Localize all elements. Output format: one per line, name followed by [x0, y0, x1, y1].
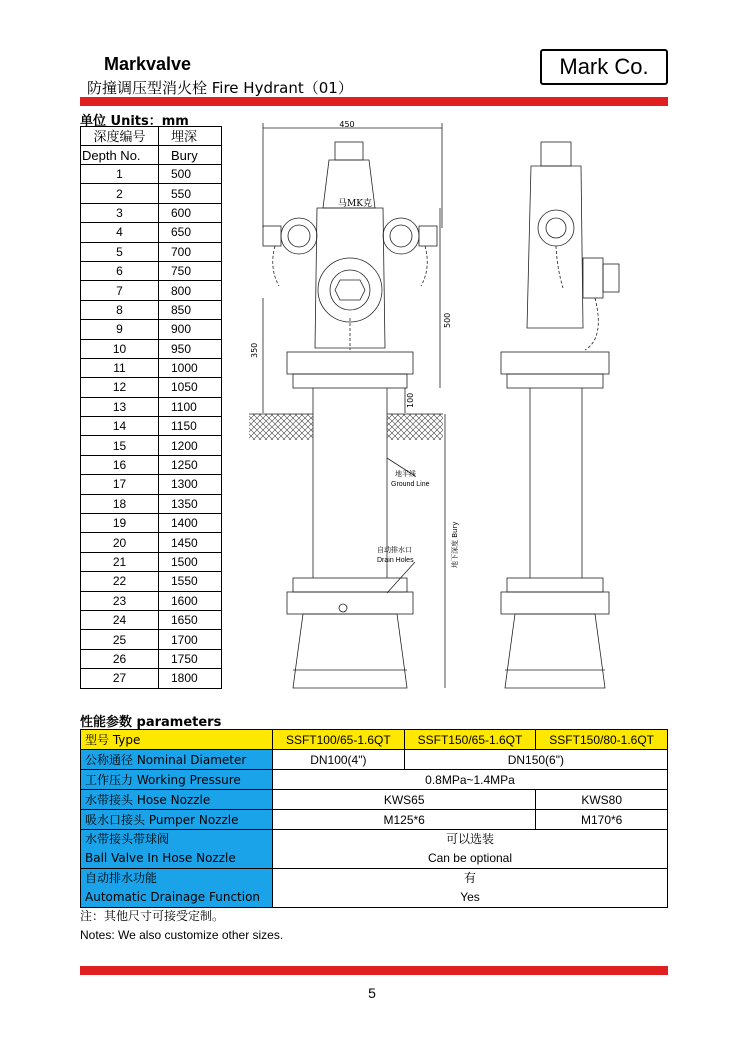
drain-holes-label-en: Drain Holes: [377, 557, 414, 564]
company-logo: Mark Co.: [540, 49, 668, 85]
depth-row: [81, 242, 222, 261]
depth-number-cell: 6: [81, 261, 159, 280]
drainage-value-en: Yes: [460, 890, 480, 904]
hydrant-drawing: [245, 118, 665, 703]
bury-cell: 1700: [159, 630, 222, 649]
depth-table: [80, 126, 222, 689]
ball-valve-value-en: Can be optional: [427, 851, 513, 865]
params-row-nominal: [81, 750, 668, 770]
params-row-hose: [81, 790, 668, 810]
model-2: SSFT150/65-1.6QT: [404, 730, 536, 750]
params-table: [80, 729, 668, 908]
depth-row: [81, 572, 222, 591]
ball-valve-label-cn: 水带接头带球阀: [85, 832, 170, 846]
depth-row: [81, 591, 222, 610]
ball-valve-value-cn: 可以选装: [445, 832, 494, 846]
bury-cell: 1000: [159, 358, 222, 377]
depth-row: [81, 261, 222, 280]
bury-cell: 1550: [159, 572, 222, 591]
pressure-value: 0.8MPa~1.4MPa: [273, 770, 668, 790]
bury-cell: 1750: [159, 649, 222, 668]
note-en: Notes: We also customize other sizes.: [80, 928, 284, 942]
bury-cell: 1800: [159, 669, 222, 688]
pumper-value-1: M125*6: [273, 810, 536, 830]
depth-row: [81, 552, 222, 571]
depth-number-cell: 13: [81, 397, 159, 416]
params-title: 性能参数 parameters: [80, 715, 222, 730]
type-label: 型号 Type: [81, 730, 273, 750]
nominal-value-1: DN100(4"): [273, 750, 405, 770]
depth-row: [81, 339, 222, 358]
params-row-pressure: [81, 770, 668, 790]
depth-number-cell: 17: [81, 475, 159, 494]
pumper-label: 吸水口接头 Pumper Nozzle: [81, 810, 273, 830]
bury-cell: 1300: [159, 475, 222, 494]
bury-cell: 1100: [159, 397, 222, 416]
depth-row: [81, 397, 222, 416]
drainage-value-cn: 有: [463, 871, 476, 885]
depth-number-cell: 24: [81, 610, 159, 629]
bury-cell: 1500: [159, 552, 222, 571]
ball-valve-value: [273, 830, 668, 869]
params-row-type: [81, 730, 668, 750]
bury-cell: 1050: [159, 378, 222, 397]
depth-number-cell: 16: [81, 455, 159, 474]
dim-350-label: 350: [250, 342, 259, 358]
drainage-label-cn: 自动排水功能: [85, 871, 158, 885]
dim-width-label: 450: [339, 120, 355, 129]
pressure-label: 工作压力 Working Pressure: [81, 770, 273, 790]
depth-row: [81, 300, 222, 319]
depth-row: [81, 630, 222, 649]
document-subtitle: 防撞调压型消火栓 Fire Hydrant（01）: [87, 79, 353, 97]
depth-number-cell: 15: [81, 436, 159, 455]
depth-row: [81, 649, 222, 668]
bury-depth-label: 地下深度 Bury: [451, 521, 459, 568]
bury-cell: 700: [159, 242, 222, 261]
bury-header-en: Bury: [159, 146, 222, 165]
depth-row: [81, 203, 222, 222]
bury-cell: 950: [159, 339, 222, 358]
params-row-ball-valve: [81, 830, 668, 869]
depth-number-cell: 4: [81, 223, 159, 242]
bury-cell: 1250: [159, 455, 222, 474]
pumper-value-2: M170*6: [536, 810, 668, 830]
bury-cell: 600: [159, 203, 222, 222]
brand-title: Markvalve: [104, 54, 192, 74]
depth-row: [81, 417, 222, 436]
ground-line-label-en: Ground Line: [391, 481, 430, 488]
depth-no-header-cn: 深度编号: [81, 127, 159, 146]
depth-number-cell: 20: [81, 533, 159, 552]
depth-number-cell: 22: [81, 572, 159, 591]
depth-number-cell: 23: [81, 591, 159, 610]
hose-value-1: KWS65: [273, 790, 536, 810]
depth-no-header-en: Depth No.: [81, 146, 159, 165]
bury-cell: 750: [159, 261, 222, 280]
depth-number-cell: 12: [81, 378, 159, 397]
hose-value-2: KWS80: [536, 790, 668, 810]
depth-row: [81, 475, 222, 494]
depth-number-cell: 8: [81, 300, 159, 319]
ball-valve-label: [81, 830, 273, 869]
drainage-value: [273, 869, 668, 908]
depth-number-cell: 26: [81, 649, 159, 668]
ball-valve-label-en: Ball Valve In Hose Nozzle: [85, 851, 236, 865]
drainage-label-en: Automatic Drainage Function: [85, 890, 261, 904]
depth-header-row-en: [81, 146, 222, 165]
depth-row: [81, 378, 222, 397]
bury-cell: 500: [159, 165, 222, 184]
dim-500-label: 500: [443, 312, 452, 328]
depth-row: [81, 669, 222, 688]
depth-number-cell: 10: [81, 339, 159, 358]
page-number: 5: [368, 985, 376, 1001]
depth-row: [81, 514, 222, 533]
bury-cell: 850: [159, 300, 222, 319]
bury-cell: 1450: [159, 533, 222, 552]
depth-row: [81, 436, 222, 455]
bury-cell: 550: [159, 184, 222, 203]
depth-number-cell: 7: [81, 281, 159, 300]
depth-row: [81, 184, 222, 203]
depth-row: [81, 281, 222, 300]
depth-number-cell: 25: [81, 630, 159, 649]
depth-row: [81, 610, 222, 629]
depth-header-row-cn: [81, 127, 222, 146]
depth-number-cell: 5: [81, 242, 159, 261]
drainage-label: [81, 869, 273, 908]
bury-cell: 1650: [159, 610, 222, 629]
depth-row: [81, 494, 222, 513]
nominal-value-2: DN150(6"): [404, 750, 667, 770]
bury-cell: 1150: [159, 417, 222, 436]
depth-number-cell: 3: [81, 203, 159, 222]
params-row-drainage: [81, 869, 668, 908]
bury-cell: 800: [159, 281, 222, 300]
depth-number-cell: 9: [81, 320, 159, 339]
depth-row: [81, 358, 222, 377]
depth-row: [81, 533, 222, 552]
bury-cell: 1200: [159, 436, 222, 455]
note-cn: 注：其他尺寸可接受定制。: [80, 909, 225, 923]
depth-number-cell: 14: [81, 417, 159, 436]
bury-cell: 900: [159, 320, 222, 339]
dim-100-label: 100: [406, 392, 415, 408]
depth-number-cell: 21: [81, 552, 159, 571]
depth-row: [81, 320, 222, 339]
drain-holes-label-cn: 自动排水口: [377, 546, 412, 554]
depth-number-cell: 1: [81, 165, 159, 184]
depth-row: [81, 455, 222, 474]
bury-cell: 1600: [159, 591, 222, 610]
depth-number-cell: 27: [81, 669, 159, 688]
bury-header-cn: 埋深: [159, 127, 222, 146]
depth-number-cell: 2: [81, 184, 159, 203]
depth-row: [81, 165, 222, 184]
top-red-bar: [80, 97, 668, 106]
bury-cell: 1350: [159, 494, 222, 513]
depth-number-cell: 18: [81, 494, 159, 513]
model-3: SSFT150/80-1.6QT: [536, 730, 668, 750]
ground-line-label-cn: 地平线: [395, 470, 416, 478]
depth-row: [81, 223, 222, 242]
nominal-label: 公称通径 Nominal Diameter: [81, 750, 273, 770]
params-row-pumper: [81, 810, 668, 830]
depth-number-cell: 11: [81, 358, 159, 377]
model-1: SSFT100/65-1.6QT: [273, 730, 405, 750]
hose-label: 水带接头 Hose Nozzle: [81, 790, 273, 810]
bury-cell: 650: [159, 223, 222, 242]
bury-cell: 1400: [159, 514, 222, 533]
depth-number-cell: 19: [81, 514, 159, 533]
bottom-red-bar: [80, 966, 668, 975]
units-label: 单位 Units：mm: [80, 114, 189, 129]
body-mark-label: 马MK克: [338, 199, 372, 209]
